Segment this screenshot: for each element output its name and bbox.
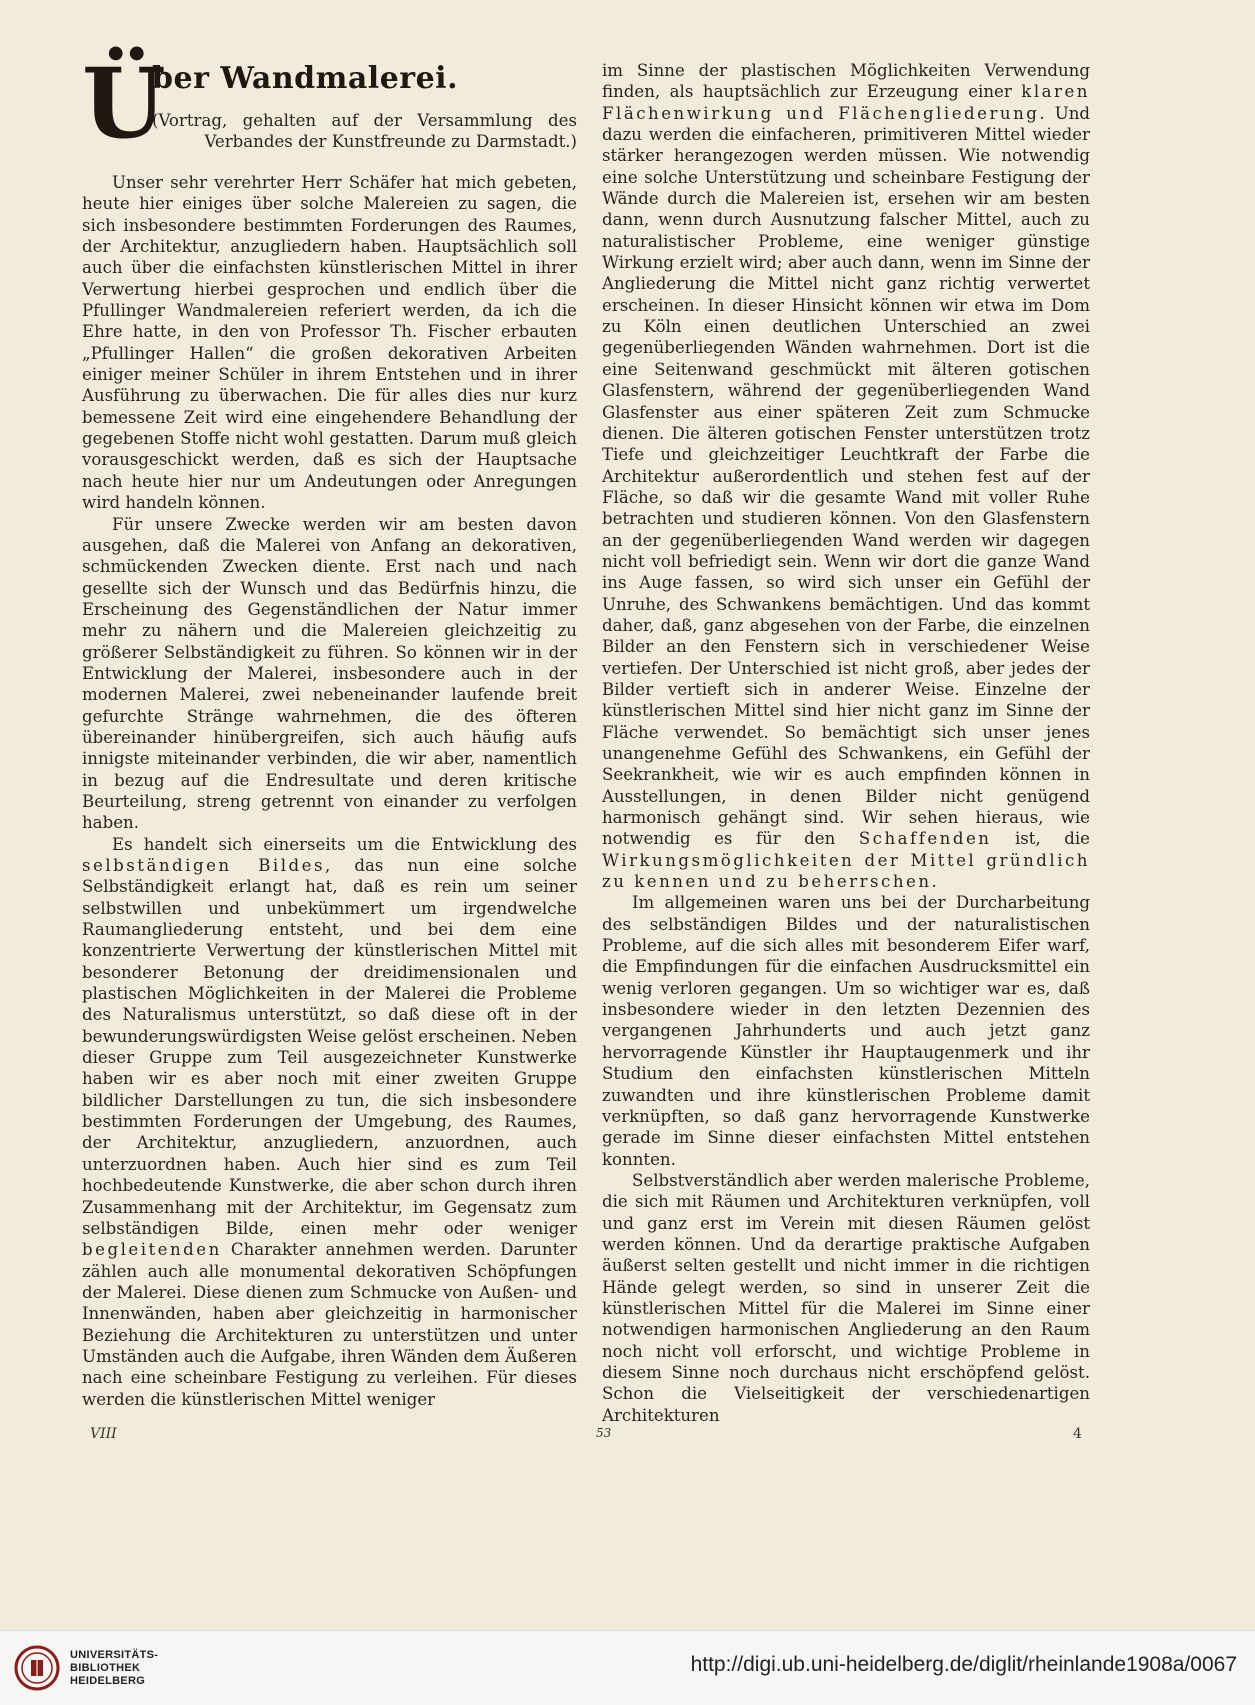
left-column — [82, 47, 577, 1410]
permalink-url[interactable]: http://digi.ub.uni-heidelberg.de/diglit/rheinlande1908a/0067 — [690, 1653, 1237, 1676]
library-logo[interactable] — [14, 1645, 158, 1691]
paragraph: Unser sehr verehrter Herr Schäfer hat mich gebeten, heute hier einiges über solche Malereien zu sagen, die sich insbesondere bestimmten Forderungen des Raumes, der Architektur, anzugliedern haben. Hauptsächlich soll auch über die einfachsten künstlerischen Mittel in ihrer Verwertung hierbei gesprochen und endlich über die Pfullinger Wandmalereien referiert werden, da ich die Ehre hatte, in den von Professor Th. Fischer erbauten „Pfullinger Hallen“ die großen dekorativen Arbeiten einiger meiner Schüler in ihrem Entstehen und in ihrer Ausführung zu überwachen. Die für alles dies nur kurz bemessene Zeit wird eine eingehendere Behandlung der gegebenen Stoffe nicht wohl gestatten. Darum muß gleich vorausgeschickt werden, daß es sich der Hauptsache nach heute hier nur um Andeutungen oder Anregungen wird handeln können. — [82, 173, 577, 513]
paragraph: Im allgemeinen waren uns bei der Durcharbeitung des selbständigen Bildes und der naturalistischen Probleme, auf die sich alles mit besonderem Eifer warf, die Empfindungen für die einfachen Ausdrucksmittel ein wenig verloren gegangen. Um so wichtiger war es, daß insbesondere wieder in den letzten Dezennien des vergangenen Jahrhunderts und auch jetzt ganz hervorragende Künstler ihr Hauptaugenmerk und ihr Studium den einfachsten künstlerischen Mitteln zuwandten und ihre künstlerischen Probleme damit verknüpften, so daß ganz hervorragende Kunstwerke gerade im Sinne dieser einfachsten Mittel entstehen konnten. — [602, 893, 1090, 1169]
article-header — [82, 47, 577, 170]
library-seal-icon — [14, 1645, 60, 1691]
right-column — [602, 60, 1090, 1426]
sheet-number: 4 — [1073, 1426, 1082, 1442]
paragraph: Für unsere Zwecke werden wir am besten davon ausgehen, daß die Malerei von Anfang an dekorativen, schmückenden Zwecken diente. Erst nach und nach gesellte sich der Wunsch und das Bedürfnis hinzu, die Erscheinung des Gegenständlichen der Natur immer mehr zu nähern und die Malereien gleichzeitig zu größerer Selbständigkeit zu führen. So können wir in der Entwicklung der Malerei, insbesondere auch in der modernen Malerei, zwei nebeneinander laufende breit gefurchte Stränge wahrnehmen, die des öfteren übereinander hinübergreifen, sich auch häufig aufs innigste miteinander verbinden, die wir aber, namentlich in bezug auf die Endresultate und deren kritische Beurteilung, streng getrennt von einander zu verfolgen haben. — [82, 514, 577, 833]
emphasis-spaced: begleitenden — [82, 1240, 222, 1260]
page-number: 53 — [596, 1426, 612, 1440]
text-run: . — [931, 872, 937, 892]
text-run: Es handelt sich einerseits um die Entwicklung des — [112, 834, 577, 854]
article-subtitle: (Vortrag, gehalten auf der Versammlung des Verbandes der Kunstfreunde zu Darmstadt.) — [152, 111, 577, 152]
paragraph — [82, 834, 577, 1410]
text-run: ist, die — [991, 829, 1090, 849]
library-name: UNIVERSITÄTS- BIBLIOTHEK HEIDELBERG — [70, 1648, 159, 1687]
article-title: ber Wandmalerei. — [152, 61, 459, 96]
paragraph: Selbstverständlich aber werden malerische Probleme, die sich mit Räumen und Architekturen verknüpfen, voll und ganz erst im Verein mit diesen Räumen gelöst werden können. Und da derartige praktische Aufgaben äußerst selten gestellt und nicht immer in die richtigen Hände gelegt werden, so sind in unserer Zeit die künstlerischen Mittel für die Malerei im Sinne einer notwendigen harmonischen Angliederung an den Raum noch nicht voll erforscht, und wichtige Probleme in diesem Sinne noch durchaus nicht erschöpfend gelöst. Schon die Vielseitigkeit der verschiedenartigen Architekturen — [602, 1170, 1090, 1425]
text-run: Charakter annehmen werden. Darunter zählen auch alle monumental dekorativen Schöpfungen der Malerei. Diese dienen zum Schmucke von Außen- und Innenwänden, haben aber gleichzeitig in harmonischer Beziehung die Architekturen zu unterstützen und unter Umständen auch die Aufgabe, ihren Wänden dem Äußeren nach eine scheinbare Festigung zu verleihen. Für dieses werden die künstlerischen Mittel weniger — [82, 1240, 577, 1409]
paragraph — [602, 60, 1090, 892]
signature-mark: VIII — [90, 1426, 117, 1442]
text-run: , das nun eine solche Selbständigkeit erlangt hat, daß es rein um seiner selbstwillen und unbekümmert um irgendwelche Raumangliederung entsteht, und bei dem eine konzentrierte Verwertung der künstlerischen Mittel mit besonderer Betonung der dreidimensionalen und plastischen Möglichkeiten in der Malerei die Probleme des Naturalismus unterstützt, so daß diese oft in der bewunderungswürdigsten Weise gelöst erscheinen. Neben dieser Gruppe zum Teil ausgezeichneter Kunstwerke haben wir es aber noch mit einer zweiten Gruppe bildlicher Darstellungen zu tun, die sich insbesondere bestimmten Forderungen der Umgebung, des Raumes, der Architektur, anzugliedern, anzuordnen, auch unterzuordnen haben. Auch hier sind es zum Teil hochbedeutende Kunstwerke, die aber schon durch ihren Zusammenhang mit der Architektur, im Gegensatz zum selbständigen Bilde, einen mehr oder weniger — [82, 856, 577, 1238]
text-run: im Sinne der plastischen Möglichkeiten Verwendung finden, als hauptsächlich zur Erzeugung einer — [602, 61, 1090, 102]
emphasis-spaced: klaren Flächenwirkung und Flächengliederung — [602, 82, 1090, 123]
text-run: . Und dazu werden die einfacheren, primitiveren Mittel wieder stärker herangezogen werden müssen. Wie notwendig eine solche Unterstützung und scheinbare Festigung der Wände durch die Malereien ist, ersehen wir am besten dann, wenn durch Ausnutzung falscher Mittel, auch zu naturalistischer Probleme, eine weniger günstige Wirkung erzielt wird; aber auch dann, wenn im Sinne der Angliederung die Mittel nicht ganz richtig verwertet erscheinen. In dieser Hinsicht können wir etwa im Dom zu Köln einen deutlichen Unterschied an zwei gegenüberliegenden Wänden wahrnehmen. Dort ist die eine Seitenwand geschmückt mit älteren gotischen Glasfenstern, während der gegenüberliegenden Wand Glasfenster aus einer späteren Zeit zum Schmucke dienen. Die älteren gotischen Fenster unterstützen trotz Tiefe und gleichzeitiger Leuchtkraft der Farbe die Architektur außerordentlich und stehen fest auf der Fläche, so daß wir die gesamte Wand mit voller Ruhe betrachten und studieren können. Von den Glasfenstern an der gegenüberliegenden Wand werden wir dagegen nicht voll befriedigt sein. Wenn wir dort die ganze Wand ins Auge fassen, so wird sich unser ein Gefühl der Unruhe, des Schwankens bemächtigen. Und das kommt daher, daß, ganz abgesehen von der Farbe, die einzelnen Bilder an den Fenstern sich in verschiedener Weise vertiefen. Der Unterschied ist nicht groß, aber jedes der Bilder vertieft sich in anderer Weise. Einzelne der künstlerischen Mittel sind hier nicht ganz im Sinne der Fläche verwendet. So bemächtigt sich unser jenes unangenehme Gefühl des Schwankens, ein Gefühl der Seekrankheit, wie wir es auch empfinden können in Ausstellungen, in denen Bilder nicht genügend harmonisch gehängt sind. Wir sehen hieraus, wie notwendig es für den — [602, 103, 1091, 849]
library-footer-bar — [0, 1630, 1255, 1705]
drop-cap: Ü — [82, 47, 166, 160]
emphasis-spaced: Schaffenden — [858, 829, 992, 849]
emphasis-spaced: Wirkungsmöglichkeiten der Mittel gründlich zu kennen und zu beherrschen — [602, 850, 1090, 892]
emphasis-spaced: selbständigen Bildes — [82, 856, 325, 875]
